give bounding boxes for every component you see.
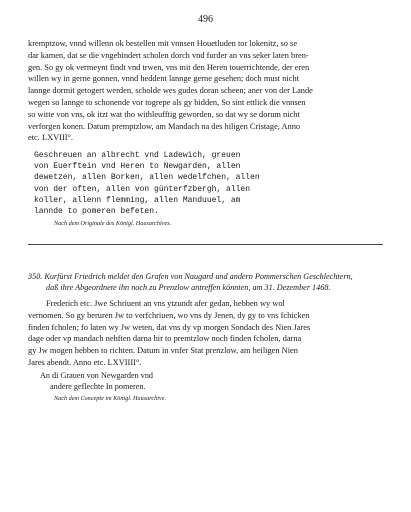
text-line: so witte von vns, ok itzt wat tho withleufftig geworden, so dat wy se dorum nicht [28, 109, 300, 119]
address-line: von Euerftein vnd Heren to Newgarden, allen [34, 162, 241, 172]
text-line: dage oder vp mandach nehften darna hir to premtzlow noch finden fcholen, darna [28, 334, 302, 344]
address-line: lannde to pomeren befeten. [34, 207, 159, 217]
text-line: willen wy in gerne gonnen, vnnd heddent lannge gerne gesehen; doch must nicht [28, 74, 299, 84]
text-line: etc. LXVIII°. [28, 133, 73, 143]
heading-line: 350. Kurfürst Friedrich meldet den Grafen von Naugard und andern Pommerschen Geschlechtern, [28, 272, 353, 281]
document-2-heading [28, 271, 383, 293]
text-line: wegen so lannge to schonende vor togrepe als gy bidden, So sint ettlick die vnnsen [28, 97, 306, 107]
letter-1-body [28, 38, 383, 144]
page-number: 496 [198, 14, 213, 25]
text-line: verforgen konen. Datum premptzlow, am Mandach na des hiligen Cristage, Anno [28, 121, 301, 131]
divider [28, 244, 383, 245]
letter-2-body [28, 298, 383, 369]
text-line: lannge dormit getogert werden, scholde wes gudes doran scheen; aner von der Lande [28, 86, 313, 96]
text-line: finden fcholen; fo laten wy Jw weten, dat vns dy vp morgen Sondach des Nien Jares [28, 322, 311, 332]
heading-line: daß ihre Abgeordnete ihn noch zu Prenzlow antreffen könnten, am 31. Dezember 1468. [46, 283, 331, 292]
address-line: Geschreuen an albrecht vnd Ladewich, greuen [34, 151, 241, 160]
address-line: von der often, allen von günterfzbergh, allen [34, 184, 251, 194]
text-line: dar kamen, dat se die vngebindert scholen dorch vnd furder an vns seker laten bren- [28, 50, 309, 60]
address-line: andere geflechte In pomeren. [50, 382, 146, 392]
text-line: kremptzow, vnnd willenn ok bestellen mit vnnsen Houetluden tor lokenitz, so se [28, 39, 298, 48]
text-line: Jares abendt. Anno etc. LXVIIII°. [28, 357, 142, 367]
letter-1-address [34, 150, 334, 217]
address-line: dewetzen, allen Borken, allen wedelfchen, allen [34, 173, 260, 183]
letter-2-address [40, 370, 340, 392]
address-line: koller, allenn flemming, allen Manduuel, am [34, 195, 241, 205]
text-line: gen. So gy ok vermeynt findt vnd trwen, vns mit den Heren touerrichtende, der eren [28, 62, 310, 72]
text-line: vernomen. So gy beruren Jw to verfchriuen, wo vns dy Jenen, dy gy to vns fchicken [28, 310, 310, 320]
text-line: Frederich etc. Jwe Schriuent an vns ytzundt afer gedan, hebben wy wol [46, 299, 285, 308]
source-note-1: Nach dem Originale des Königl. Hausarchives. [54, 220, 172, 227]
text-line: gy Jw mogen hebben to richten. Datum in vnfer Stat prenzlow, am heiligen Nien [28, 346, 298, 356]
source-note-2: Nach dem Concepte im Königl. Hausarchive. [54, 395, 166, 402]
address-line: An di Grauen von Newgarden vnd [40, 371, 154, 380]
